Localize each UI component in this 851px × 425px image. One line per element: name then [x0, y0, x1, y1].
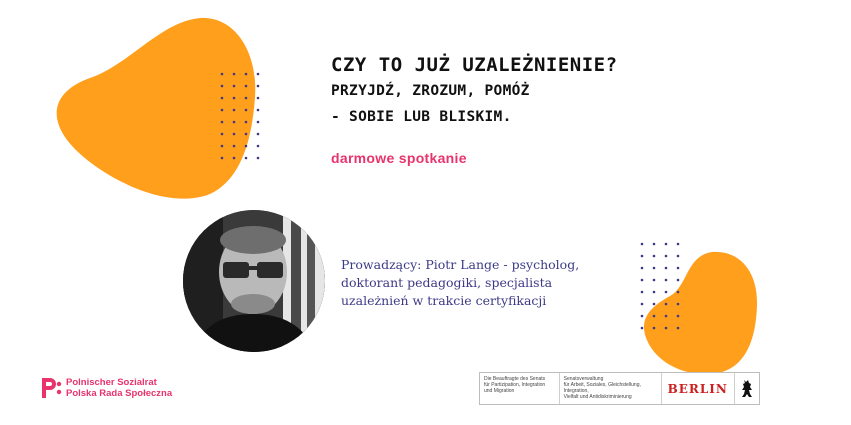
sponsor-text-line: für Arbeit, Soziales, Gleichstellung, Integration,: [563, 382, 641, 394]
dot-grid-right: [638, 240, 682, 340]
organizer-logo-mark-icon: [40, 376, 62, 400]
host-description: [341, 256, 581, 310]
sponsor-text-line: Die Beauftragte des Senats: [484, 376, 546, 382]
organizer-logo: [40, 376, 172, 400]
host-line-2: doktorant pedagogiki, specjalista: [341, 275, 553, 290]
free-meeting-label: darmowe spotkanie: [331, 150, 467, 166]
organizer-name-pl: Polska Rada Społeczna: [66, 388, 173, 399]
host-portrait: [183, 210, 325, 352]
sponsor-senate-administration: [560, 373, 662, 404]
sponsor-integration-commissioner: [480, 373, 560, 404]
sponsor-text-line: Senatsverwaltung: [563, 376, 604, 382]
host-line-3: uzależnień w trakcie certyfikacji: [341, 293, 547, 308]
event-subtitle-line-1: PRZYJDŹ, ZROZUM, POMÓŻ: [331, 83, 530, 99]
organizer-name-de: Polnischer Sozialrat: [66, 377, 157, 388]
dot-grid-top: [218, 70, 262, 170]
event-subtitle-line-2: - SOBIE LUB BLISKIM.: [331, 109, 512, 125]
berlin-wordmark: BERLIN: [662, 373, 735, 404]
berlin-bear-icon: [735, 373, 759, 404]
sponsor-text-line: Vielfalt und Antidiskriminierung: [563, 394, 632, 400]
event-title: CZY TO JUŻ UZALEŻNIENIE?: [331, 54, 618, 76]
host-line-1: Prowadzący: Piotr Lange - psycholog,: [341, 257, 580, 272]
sponsor-text-line: für Partizipation, Integration: [484, 382, 546, 388]
sponsor-text-line: und Migration: [484, 388, 515, 394]
sponsor-logos: [479, 372, 760, 405]
